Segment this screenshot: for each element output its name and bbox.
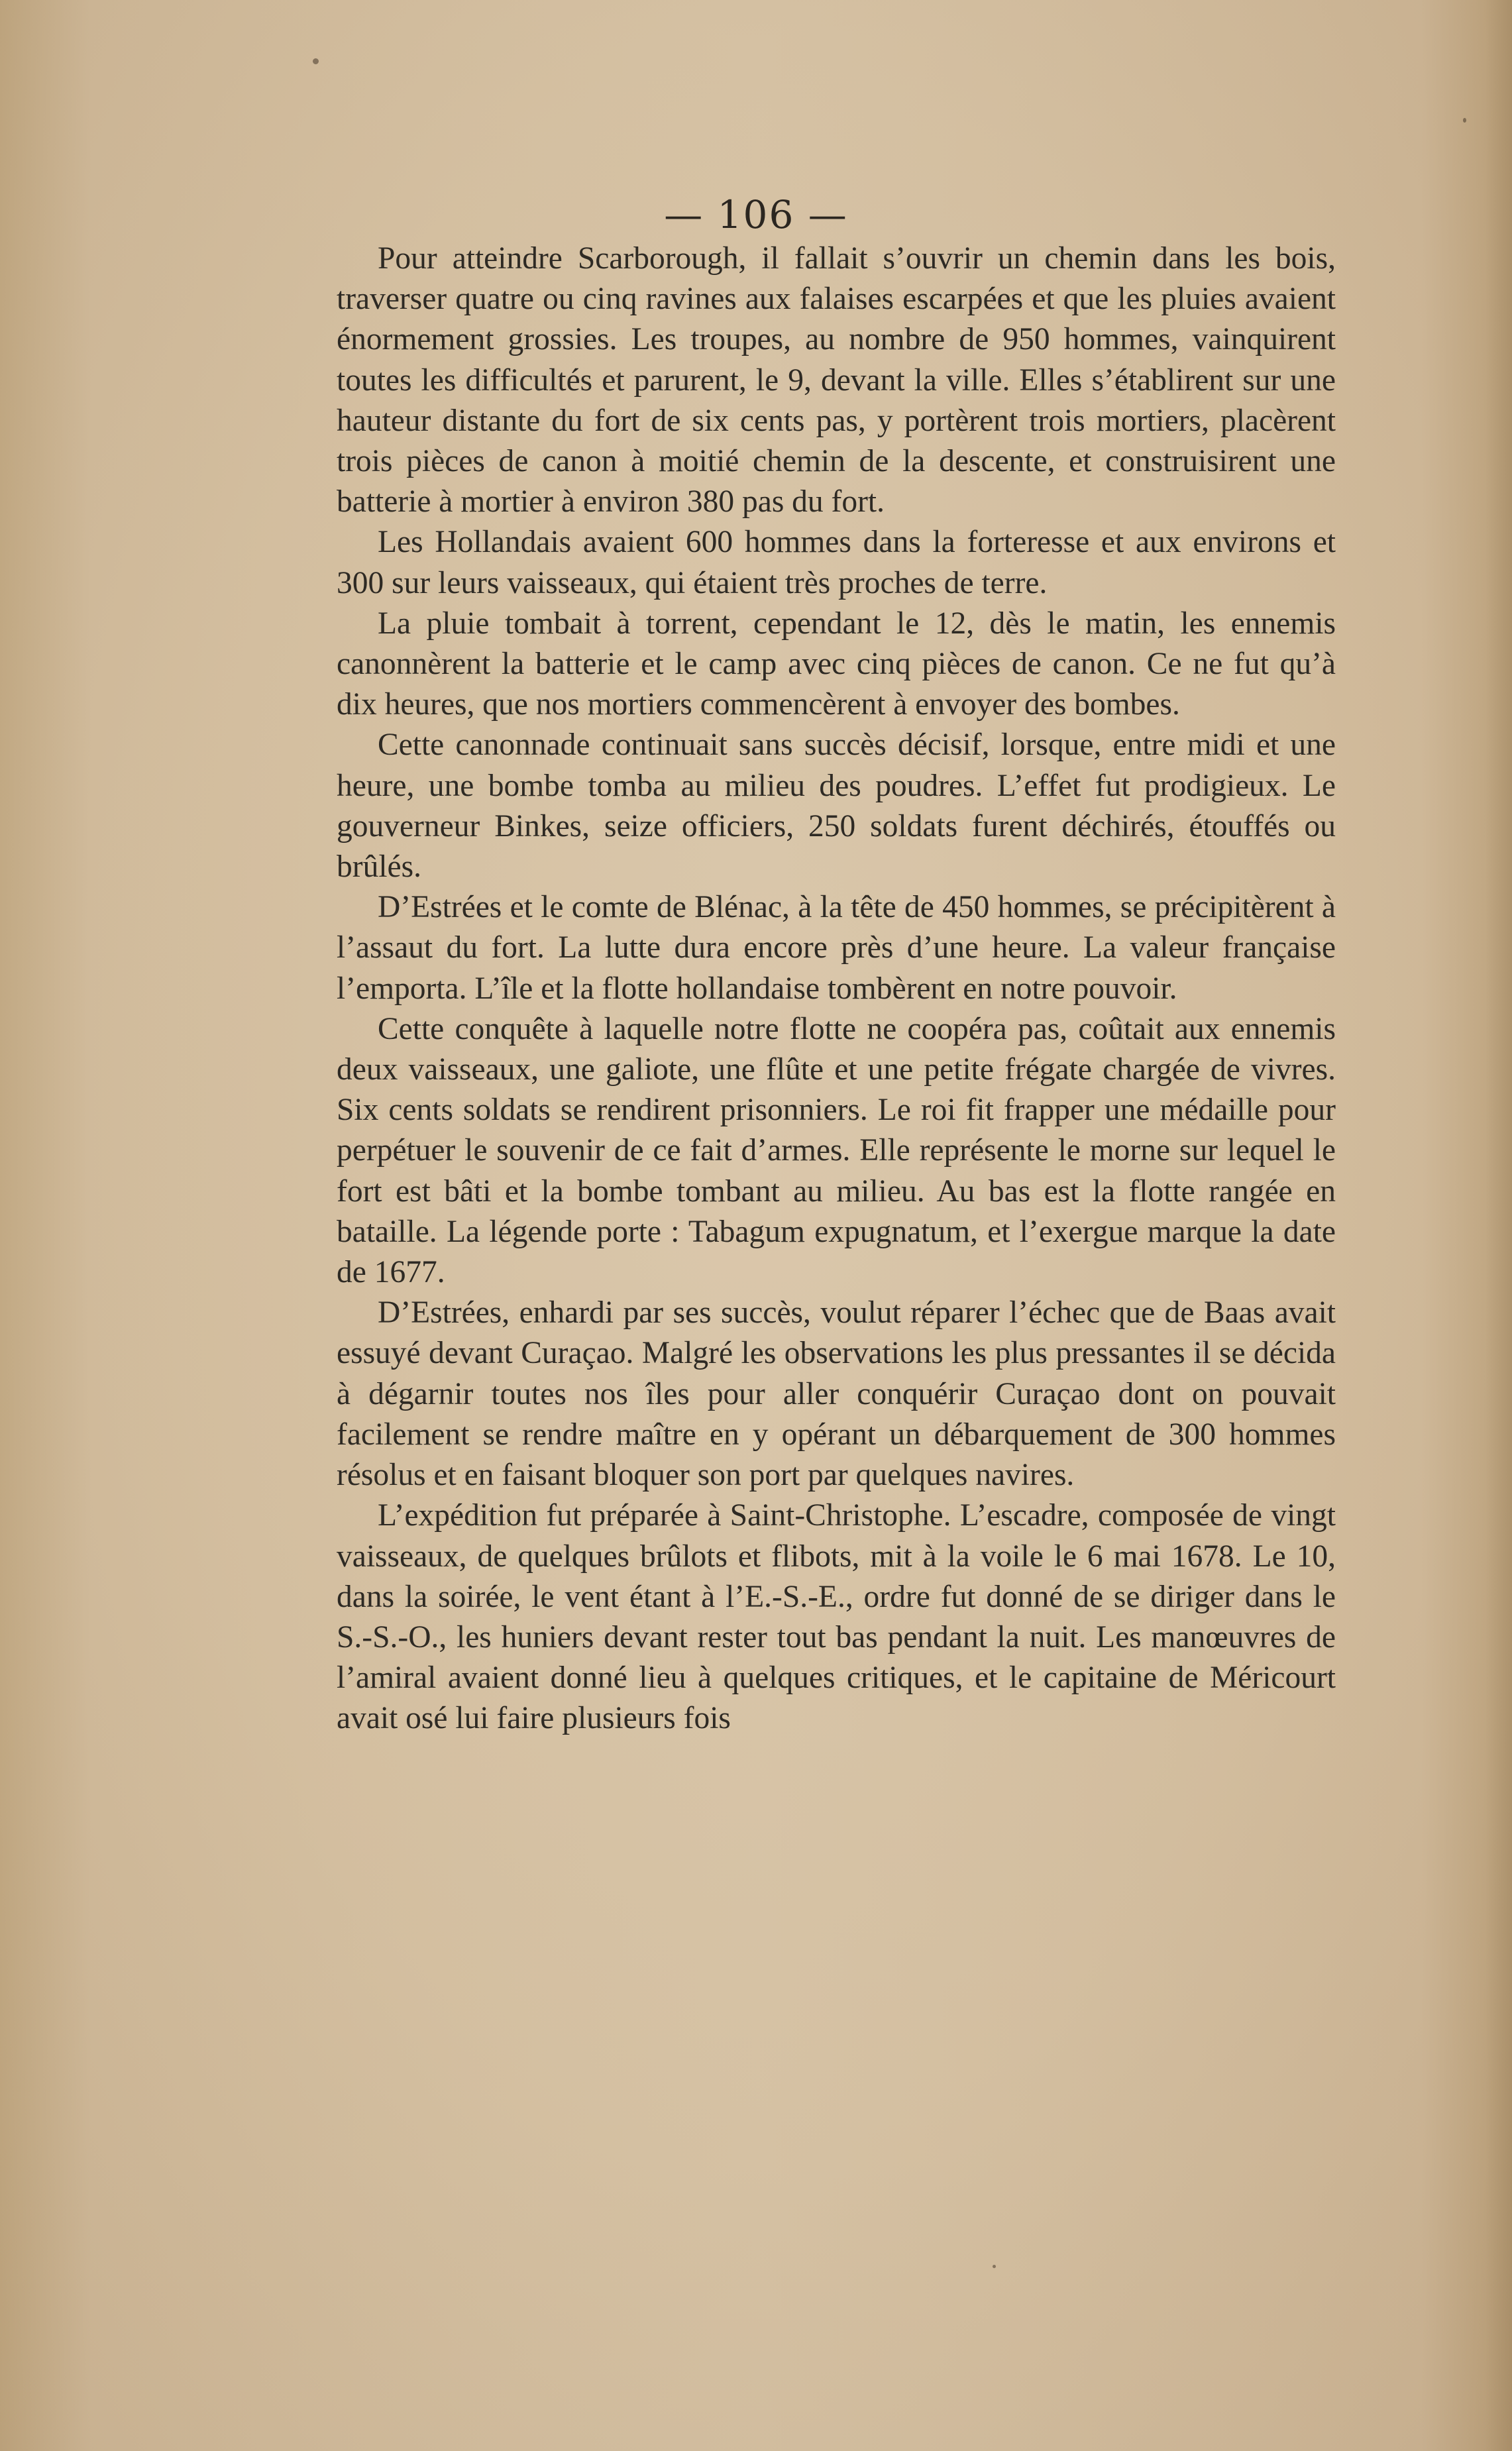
paragraph: La pluie tombait à torrent, cependant le 12, dès le matin, les ennemis canonnèrent la batterie et le camp avec cinq pièces de canon. Ce ne fut qu’à dix heures, que nos mortiers commencèrent à envoyer des bombes. bbox=[337, 606, 1336, 722]
paragraph: L’expédition fut préparée à Saint-Christophe. L’escadre, composée de vingt vaisseaux, de quelques brûlots et flibots, mit à la voile le 6 mai 1678. Le 10, dans la soirée, le vent étant à l’E.-S.-E., ordre fut donné de se diriger dans le S.-S.-O., les huniers devant rester tout bas pendant la nuit. Les manœuvres de l’amiral avaient donné lieu à quelques critiques, et le capitaine de Méricourt avait osé lui faire plusieurs fois bbox=[337, 1498, 1336, 1736]
paper-speck bbox=[313, 58, 319, 64]
paragraph: D’Estrées et le comte de Blénac, à la tête de 450 hommes, se précipitèrent à l’assaut du fort. La lutte dura encore près d’une heure. La valeur française l’emporta. L’île et la flotte hollandaise tombèrent en notre pouvoir. bbox=[337, 890, 1336, 1006]
paragraph: Les Hollandais avaient 600 hommes dans la forteresse et aux environs et 300 sur leurs vaisseaux, qui étaient très proches de terre. bbox=[337, 525, 1336, 600]
paragraph: Cette conquête à laquelle notre flotte ne coopéra pas, coûtait aux ennemis deux vaisseaux, une galiote, une flûte et une petite frégate chargée de vivres. Six cents soldats se rendirent prisonniers. Le roi fit frapper une médaille pour perpétuer le souvenir de ce fait d’armes. Elle représente le morne sur lequel le fort est bâti et la bombe tombant au milieu. Au bas est la flotte rangée en bataille. La légende porte : Tabagum expugnatum, et l’exergue marque la date de 1677. bbox=[337, 1011, 1336, 1290]
page-number: — 106 — bbox=[664, 192, 848, 237]
paragraph: Pour atteindre Scarborough, il fallait s’ouvrir un chemin dans les bois, traverser quatre ou cinq ravines aux falaises escarpées et que les pluies avaient énormement grossies. Les troupes, au nombre de 950 hommes, vainquirent toutes les difficultés et parurent, le 9, devant la ville. Elles s’établirent sur une hauteur distante du fort de six cents pas, y portèrent trois mortiers, placèrent trois pièces de canon à moitié chemin de la descente, et construisirent une batterie à mortier à environ 380 pas du fort. bbox=[337, 241, 1336, 519]
paper-speck bbox=[993, 2265, 996, 2268]
paragraph: Cette canonnade continuait sans succès décisif, lorsque, entre midi et une heure, une bombe tomba au milieu des poudres. L’effet fut prodigieux. Le gouverneur Binkes, seize officiers, 250 soldats furent déchirés, étouffés ou brûlés. bbox=[337, 728, 1336, 885]
paragraph: D’Estrées, enhardi par ses succès, voulut réparer l’échec que de Baas avait essuyé devant Curaçao. Malgré les observations les plus pressantes il se décida à dégarnir toutes nos îles pour aller conquérir Curaçao dont on pouvait facilement se rendre maître en y opérant un débarquement de 300 hommes résolus et en faisant bloquer son port par quelques navires. bbox=[337, 1295, 1336, 1493]
paper-speck bbox=[1463, 118, 1466, 123]
page-edge-shadow bbox=[1485, 0, 1512, 2451]
body-text bbox=[337, 239, 1336, 1739]
